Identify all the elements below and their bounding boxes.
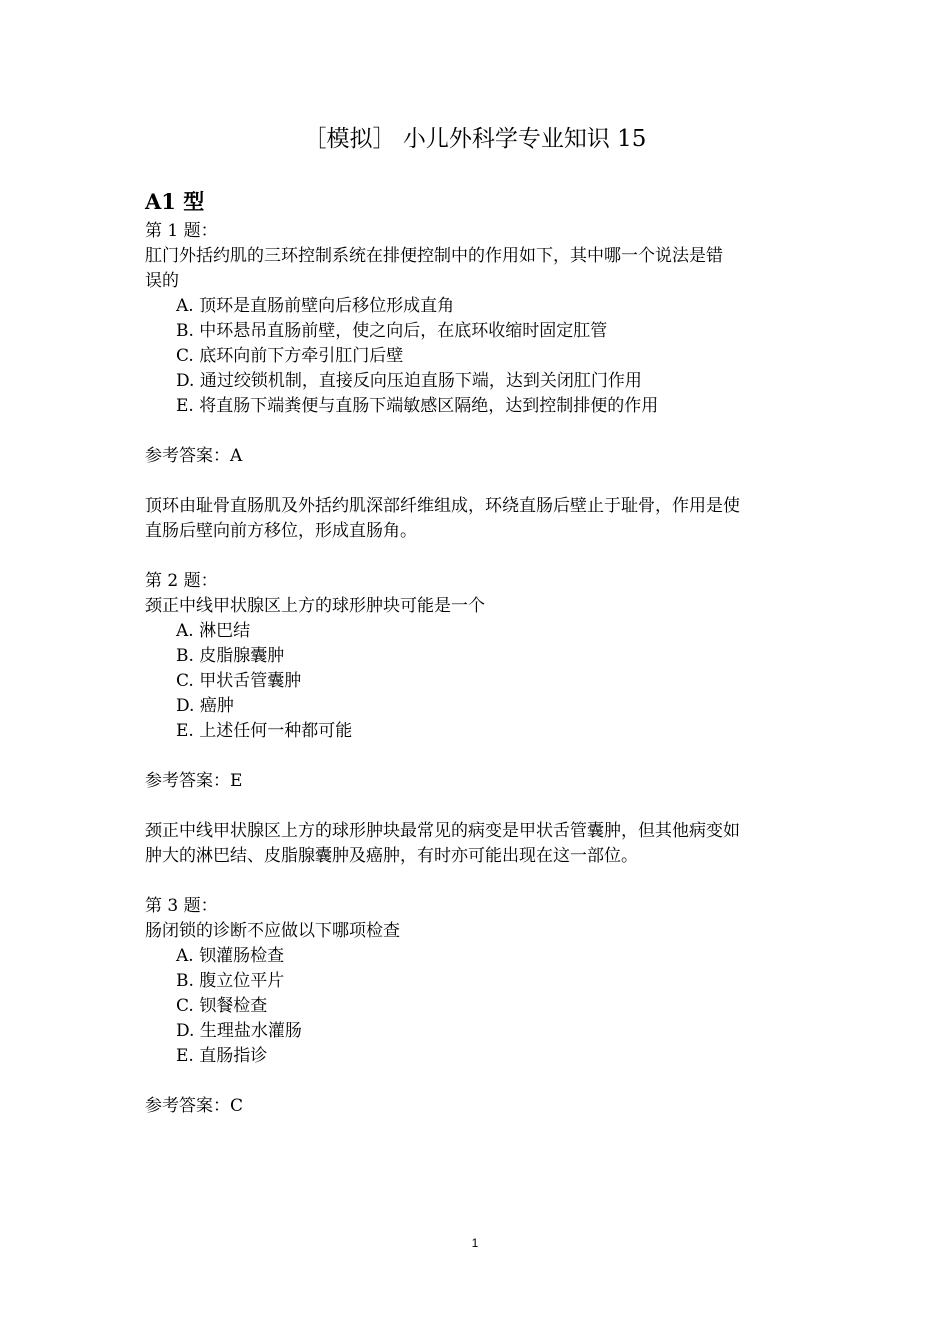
option-list: [145, 619, 810, 744]
reference-answer: 参考答案：E: [145, 771, 243, 791]
option-d: D. 生理盐水灌肠: [176, 1021, 302, 1041]
option-b: B. 皮脂腺囊肿: [176, 646, 285, 666]
question-number: 第 3 题：: [145, 896, 218, 916]
question-3: [145, 894, 810, 1119]
question-stem: 颈正中线甲状腺区上方的球形肿块可能是一个: [145, 596, 485, 616]
option-d: D. 通过绞锁机制，直接反向压迫直肠下端，达到关闭肛门作用: [176, 371, 642, 391]
question-number: 第 2 题：: [145, 571, 218, 591]
option-list: [145, 294, 810, 419]
section-heading: A1 型: [145, 189, 205, 214]
explanation-line: 直肠后壁向前方移位，形成直肠角。: [145, 521, 417, 541]
option-d: D. 癌肿: [176, 696, 234, 716]
option-a: A. 顶环是直肠前壁向后移位形成直角: [176, 296, 455, 316]
option-c: C. 底环向前下方牵引肛门后壁: [176, 346, 404, 366]
document-content: [145, 188, 810, 1119]
question-stem: 肛门外括约肌的三环控制系统在排便控制中的作用如下，其中哪一个说法是错: [145, 246, 723, 266]
document-title: ［模拟］ 小儿外科学专业知识 15: [303, 126, 647, 152]
option-list: [145, 944, 810, 1069]
option-e: E. 上述任何一种都可能: [176, 721, 353, 741]
question-stem: 误的: [145, 271, 179, 291]
explanation-line: 顶环由耻骨直肠肌及外括约肌深部纤维组成，环绕直肠后壁止于耻骨，作用是使: [145, 496, 740, 516]
option-e: E. 直肠指诊: [176, 1046, 268, 1066]
option-c: C. 钡餐检查: [176, 996, 268, 1016]
explanation-line: 颈正中线甲状腺区上方的球形肿块最常见的病变是甲状舌管囊肿，但其他病变如: [145, 821, 740, 841]
option-e: E. 将直肠下端粪便与直肠下端敏感区隔绝，达到控制排便的作用: [176, 396, 659, 416]
option-a: A. 淋巴结: [176, 621, 251, 641]
explanation-line: 肿大的淋巴结、皮脂腺囊肿及癌肿，有时亦可能出现在这一部位。: [145, 846, 638, 866]
reference-answer: 参考答案：C: [145, 1096, 244, 1116]
question-number: 第 1 题：: [145, 221, 218, 241]
answer-explanation: [145, 819, 810, 869]
answer-explanation: [145, 494, 810, 544]
option-a: A. 钡灌肠检查: [176, 946, 285, 966]
reference-answer: 参考答案：A: [145, 446, 243, 466]
question-2: [145, 569, 810, 869]
option-b: B. 腹立位平片: [176, 971, 285, 991]
option-c: C. 甲状舌管囊肿: [176, 671, 302, 691]
question-stem: 肠闭锁的诊断不应做以下哪项检查: [145, 921, 400, 941]
page-number: 1: [471, 1236, 479, 1250]
question-1: [145, 219, 810, 544]
option-b: B. 中环悬吊直肠前壁，使之向后，在底环收缩时固定肛管: [176, 321, 608, 341]
